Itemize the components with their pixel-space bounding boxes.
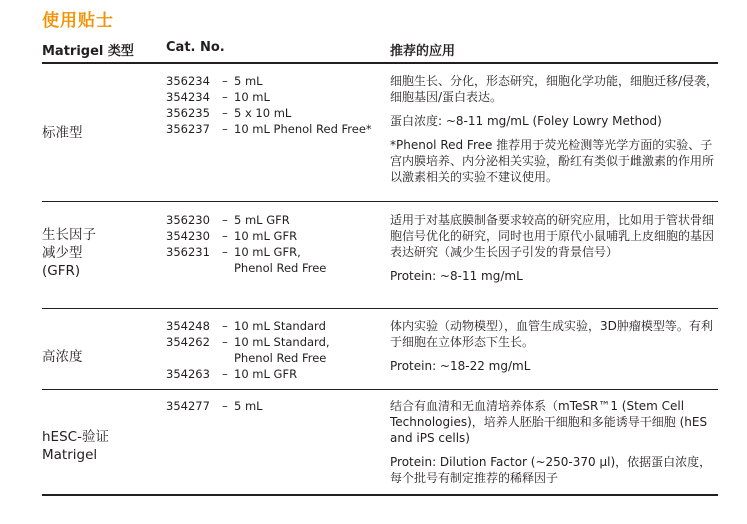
application-text: *Phenol Red Free 推荐用于荧光检测等光学方面的实验、子宫内膜培养、内分泌相关实验，酚红有类似于雌激素的作用所以激素相关的实验不建议使用。 — [390, 138, 715, 184]
application-text: 细胞生长、分化，形态研究，细胞化学功能，细胞迁移/侵袭，细胞基因/蛋白表达。 — [390, 74, 719, 104]
header-rule — [42, 62, 718, 64]
cat-item: 354263 – 10 mL GFR — [166, 367, 298, 381]
cat-item: 354248 – 10 mL Standard — [166, 319, 326, 333]
application-text: 结合有血清和无血清培养体系（mTeSR™1 (Stem Cell Technologies)，培养人胚胎干细胞和多能诱导干细胞 (hES and iPS cells) — [390, 399, 708, 445]
cat-item: 356234 – 5 mL — [166, 74, 263, 88]
page-title: 使用贴士 — [42, 11, 114, 31]
cat-item: 354230 – 10 mL GFR — [166, 229, 298, 243]
header-cat-no: Cat. No. — [166, 40, 225, 55]
application-text: Protein: Dilution Factor (~250-370 µl)，依据蛋白浓度，每个批号有制定推荐的稀释因子 — [390, 455, 712, 485]
application-standard — [390, 73, 720, 193]
cat-list-high-concentration — [166, 318, 330, 382]
row-type-standard: 标准型 — [42, 125, 83, 141]
cat-list-hesc — [166, 398, 263, 414]
table-bottom-rule — [42, 494, 718, 496]
cat-list-gfr — [166, 212, 326, 276]
header-type: Matrigel 类型 — [42, 44, 134, 59]
application-high-concentration — [390, 318, 720, 382]
row-divider — [42, 389, 718, 390]
cat-item: 354277 – 5 mL — [166, 399, 263, 413]
cat-item-continuation: Phenol Red Free — [234, 261, 327, 275]
row-type-hesc: hESC-验证 Matrigel — [42, 429, 109, 463]
cat-item: 356237 – 10 mL Phenol Red Free* — [166, 122, 372, 136]
header-application: 推荐的应用 — [390, 44, 456, 59]
application-text: 蛋白浓度: ~8-11 mg/mL (Foley Lowry Method) — [390, 114, 662, 128]
application-text: 适用于对基底膜制备要求较高的研究应用，比如用于管状骨细胞信号优化的研究，同时也用于原代小鼠哺乳上皮细胞的基因表达研究（减少生长因子引发的背景信号） — [390, 213, 715, 259]
cat-item-continuation: Phenol Red Free — [234, 351, 327, 365]
cat-list-standard — [166, 73, 372, 137]
cat-item: 354234 – 10 mL — [166, 90, 270, 104]
row-type-high-concentration: 高浓度 — [42, 349, 83, 365]
row-divider — [42, 308, 718, 309]
application-text: Protein: ~18-22 mg/mL — [390, 359, 531, 373]
row-type-gfr: 生长因子 减少型 (GFR) — [42, 227, 96, 279]
cat-item: 356230 – 5 mL GFR — [166, 213, 290, 227]
application-text: Protein: ~8-11 mg/mL — [390, 269, 523, 283]
row-divider — [42, 201, 718, 202]
application-hesc — [390, 398, 720, 494]
application-text: 体内实验（动物模型），血管生成实验，3D肿瘤模型等。有利于细胞在立体形态下生长。 — [390, 319, 713, 349]
cat-item: 356231 – 10 mL GFR, — [166, 245, 301, 259]
cat-item: 356235 – 5 x 10 mL — [166, 106, 292, 120]
application-gfr — [390, 212, 720, 292]
cat-item: 354262 – 10 mL Standard, — [166, 335, 330, 349]
